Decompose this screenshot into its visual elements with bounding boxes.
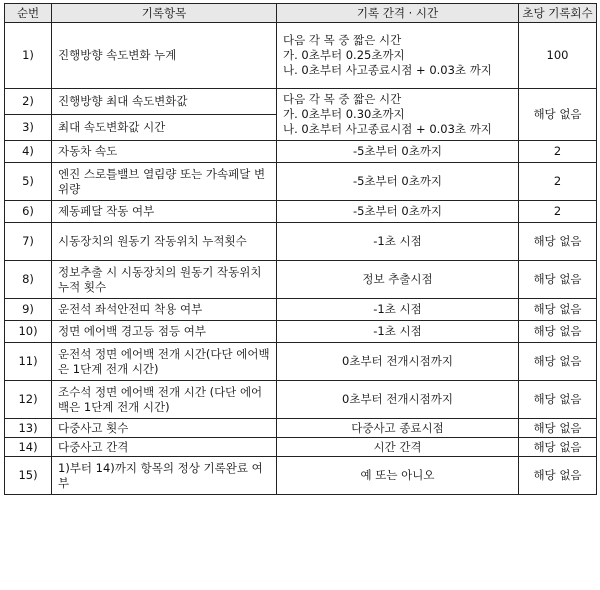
record-frequency: 2 [519, 201, 597, 223]
row-number: 4) [5, 141, 52, 163]
header-frequency: 초당 기록회수 [519, 4, 597, 23]
record-item: 운전석 정면 에어백 전개 시간(다단 에어백은 1단계 전개 시간) [52, 343, 277, 381]
record-frequency: 100 [519, 23, 597, 89]
record-items-table [4, 3, 597, 495]
record-interval: -5초부터 0초까지 [277, 163, 519, 201]
row-number: 12) [5, 381, 52, 419]
record-item: 제동페달 작동 여부 [52, 201, 277, 223]
interval-line: 나. 0초부터 사고종료시점 + 0.03초 까지 [283, 122, 492, 136]
table-row [5, 89, 597, 115]
record-interval: -5초부터 0초까지 [277, 141, 519, 163]
record-frequency: 2 [519, 141, 597, 163]
table-row [5, 261, 597, 299]
record-frequency: 해당 없음 [519, 89, 597, 141]
record-interval: -1초 시점 [277, 321, 519, 343]
record-interval: 예 또는 아니오 [277, 457, 519, 495]
record-frequency: 해당 없음 [519, 343, 597, 381]
record-frequency: 해당 없음 [519, 299, 597, 321]
table-row [5, 343, 597, 381]
record-interval: 0초부터 전개시점까지 [277, 343, 519, 381]
row-number: 5) [5, 163, 52, 201]
header-no: 순번 [5, 4, 52, 23]
record-item: 진행방향 속도변화 누계 [52, 23, 277, 89]
record-item: 시동장치의 원동기 작동위치 누적횟수 [52, 223, 277, 261]
record-interval: 0초부터 전개시점까지 [277, 381, 519, 419]
record-frequency: 해당 없음 [519, 419, 597, 438]
table-row [5, 299, 597, 321]
row-number: 3) [5, 115, 52, 141]
interval-line: 가. 0초부터 0.30초까지 [283, 107, 405, 121]
interval-line: 다음 각 목 중 짧은 시간 [283, 33, 402, 47]
record-interval: -1초 시점 [277, 299, 519, 321]
record-item: 정면 에어백 경고등 점등 여부 [52, 321, 277, 343]
record-interval [277, 23, 519, 89]
table-row [5, 141, 597, 163]
header-interval: 기록 간격 · 시간 [277, 4, 519, 23]
table-header-row [5, 4, 597, 23]
record-frequency: 해당 없음 [519, 381, 597, 419]
record-frequency: 해당 없음 [519, 438, 597, 457]
record-item: 자동차 속도 [52, 141, 277, 163]
row-number: 13) [5, 419, 52, 438]
record-frequency: 해당 없음 [519, 321, 597, 343]
interval-line: 다음 각 목 중 짧은 시간 [283, 92, 402, 106]
table-row [5, 201, 597, 223]
record-item: 최대 속도변화값 시간 [52, 115, 277, 141]
record-item: 다중사고 간격 [52, 438, 277, 457]
row-number: 9) [5, 299, 52, 321]
record-interval: -1초 시점 [277, 223, 519, 261]
row-number: 10) [5, 321, 52, 343]
table-row [5, 223, 597, 261]
table-row [5, 163, 597, 201]
record-frequency: 해당 없음 [519, 457, 597, 495]
header-item: 기록항목 [52, 4, 277, 23]
table-row [5, 457, 597, 495]
row-number: 6) [5, 201, 52, 223]
record-item: 운전석 좌석안전띠 착용 여부 [52, 299, 277, 321]
row-number: 14) [5, 438, 52, 457]
record-item: 조수석 정면 에어백 전개 시간 (다단 에어백은 1단계 전개 시간) [52, 381, 277, 419]
record-interval: 정보 추출시점 [277, 261, 519, 299]
table-row [5, 321, 597, 343]
record-interval: -5초부터 0초까지 [277, 201, 519, 223]
record-table-container [4, 3, 597, 495]
table-row [5, 438, 597, 457]
table-row [5, 381, 597, 419]
interval-line: 가. 0초부터 0.25초까지 [283, 48, 405, 62]
row-number: 11) [5, 343, 52, 381]
row-number: 15) [5, 457, 52, 495]
record-interval: 다중사고 종료시점 [277, 419, 519, 438]
row-number: 1) [5, 23, 52, 89]
table-row [5, 419, 597, 438]
row-number: 7) [5, 223, 52, 261]
row-number: 2) [5, 89, 52, 115]
record-item: 1)부터 14)까지 항목의 정상 기록완료 여부 [52, 457, 277, 495]
record-item: 다중사고 횟수 [52, 419, 277, 438]
record-interval [277, 89, 519, 141]
table-row [5, 23, 597, 89]
record-frequency: 해당 없음 [519, 223, 597, 261]
record-frequency: 2 [519, 163, 597, 201]
row-number: 8) [5, 261, 52, 299]
interval-line: 나. 0초부터 사고종료시점 + 0.03초 까지 [283, 63, 492, 77]
record-item: 엔진 스로틀밸브 열림량 또는 가속페달 변위량 [52, 163, 277, 201]
record-frequency: 해당 없음 [519, 261, 597, 299]
record-item: 정보추출 시 시동장치의 원동기 작동위치 누적 횟수 [52, 261, 277, 299]
record-item: 진행방향 최대 속도변화값 [52, 89, 277, 115]
record-interval: 시간 간격 [277, 438, 519, 457]
